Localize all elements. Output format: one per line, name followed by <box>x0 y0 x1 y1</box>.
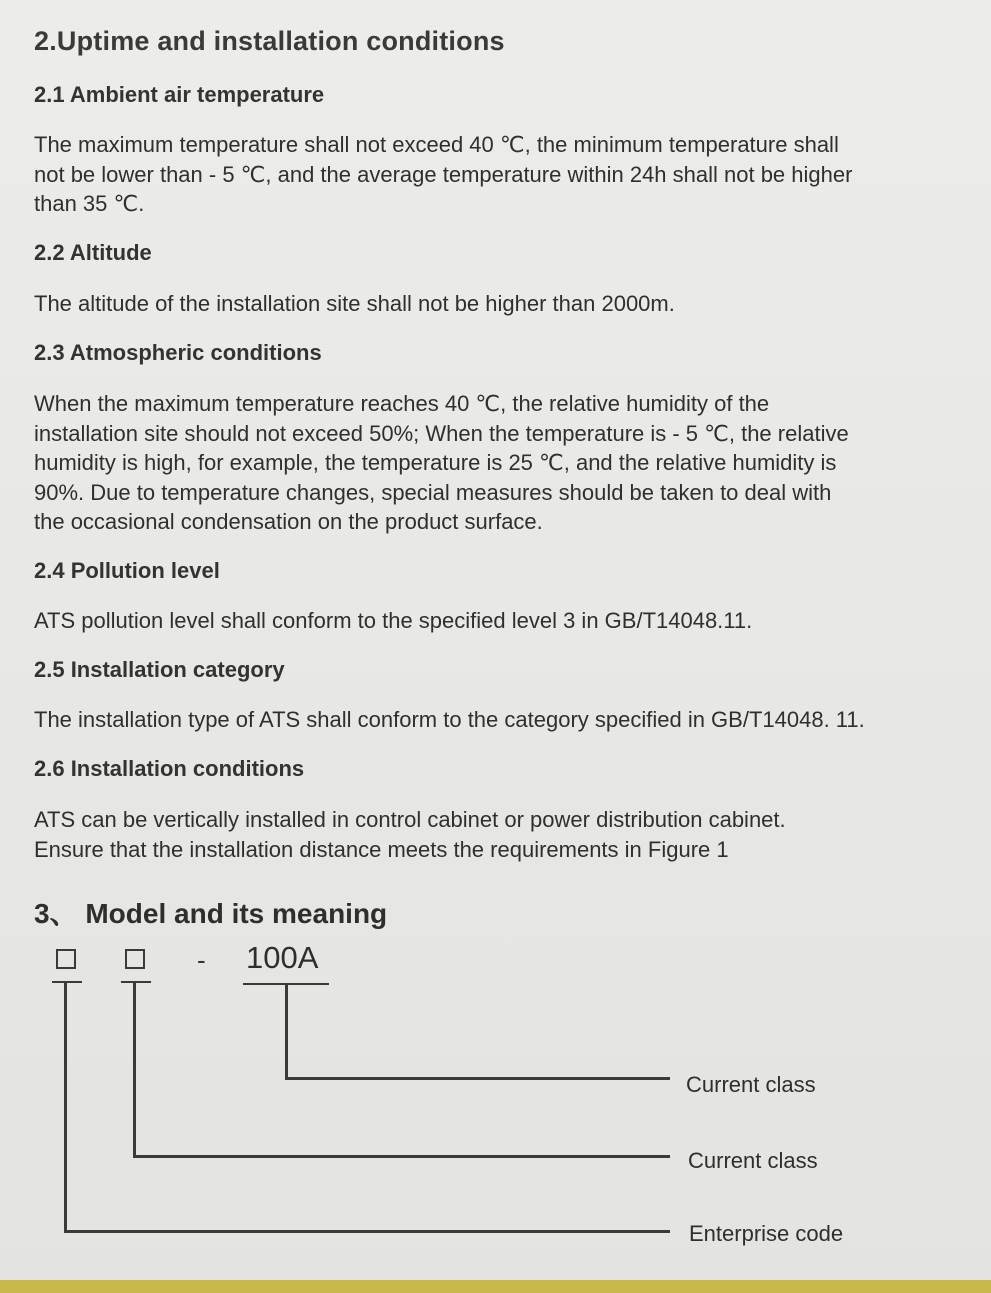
text-line: installation site should not exceed 50%; When the temperature is - 5 ℃, the relative <box>34 420 849 446</box>
paragraph-installation-conditions <box>34 805 934 864</box>
model-dash: - <box>197 945 206 975</box>
text-line: the occasional condensation on the product surface. <box>34 509 543 534</box>
text-line: ATS pollution level shall conform to the specified level 3 in GB/T14048.11. <box>34 608 753 633</box>
underline-current-class <box>121 981 151 983</box>
connector-current-class-vertical <box>133 981 136 1157</box>
heading-installation-category: 2.5 Installation category <box>34 657 285 682</box>
connector-enterprise-code-vertical <box>64 981 67 1232</box>
heading-pollution-level: 2.4 Pollution level <box>34 558 220 583</box>
text-line: The maximum temperature shall not exceed 40 ℃, the minimum temperature shall <box>34 132 839 157</box>
text-line: than 35 ℃. <box>34 191 145 216</box>
current-class-box <box>125 949 145 969</box>
underline-enterprise-code <box>52 981 82 983</box>
connector-amperage-vertical <box>285 983 288 1079</box>
text-line: not be lower than - 5 ℃, and the average temperature within 24h shall not be higher <box>34 161 853 187</box>
model-amperage: 100A <box>246 940 319 975</box>
paragraph-ambient-air-temperature <box>34 130 934 219</box>
connector-current-class-horizontal <box>133 1155 670 1158</box>
paragraph-installation-category <box>34 705 934 735</box>
text-line: The altitude of the installation site shall not be higher than 2000m. <box>34 291 675 316</box>
text-line: Ensure that the installation distance meets the requirements in Figure 1 <box>34 836 729 862</box>
label-current-class-2: Current class <box>688 1148 818 1173</box>
section-3-title: 3、 Model and its meaning <box>34 898 388 929</box>
label-enterprise-code: Enterprise code <box>689 1221 844 1246</box>
text-line: The installation type of ATS shall conform to the category specified in GB/T14048. 11. <box>34 707 865 732</box>
label-current-class-1: Current class <box>686 1072 816 1097</box>
text-line: ATS can be vertically installed in control cabinet or power distribution cabinet. <box>34 807 786 832</box>
paragraph-atmospheric-conditions <box>34 389 934 537</box>
text-line: 90%. Due to temperature changes, special measures should be taken to deal with <box>34 479 832 505</box>
text-line: humidity is high, for example, the temperature is 25 ℃, and the relative humidity is <box>34 450 837 475</box>
heading-ambient-air-temperature: 2.1 Ambient air temperature <box>34 82 325 107</box>
paragraph-pollution-level <box>34 606 934 636</box>
page-edge-strip <box>0 1280 991 1293</box>
heading-altitude: 2.2 Altitude <box>34 240 152 265</box>
heading-atmospheric-conditions: 2.3 Atmospheric conditions <box>34 340 322 365</box>
section-2-title: 2.Uptime and installation conditions <box>34 26 505 56</box>
connector-enterprise-code-horizontal <box>64 1230 670 1233</box>
heading-installation-conditions: 2.6 Installation conditions <box>34 756 305 781</box>
paragraph-altitude <box>34 289 934 319</box>
text-line: When the maximum temperature reaches 40 ℃, the relative humidity of the <box>34 391 770 416</box>
connector-amperage-horizontal <box>285 1077 670 1080</box>
enterprise-code-box <box>56 949 76 969</box>
